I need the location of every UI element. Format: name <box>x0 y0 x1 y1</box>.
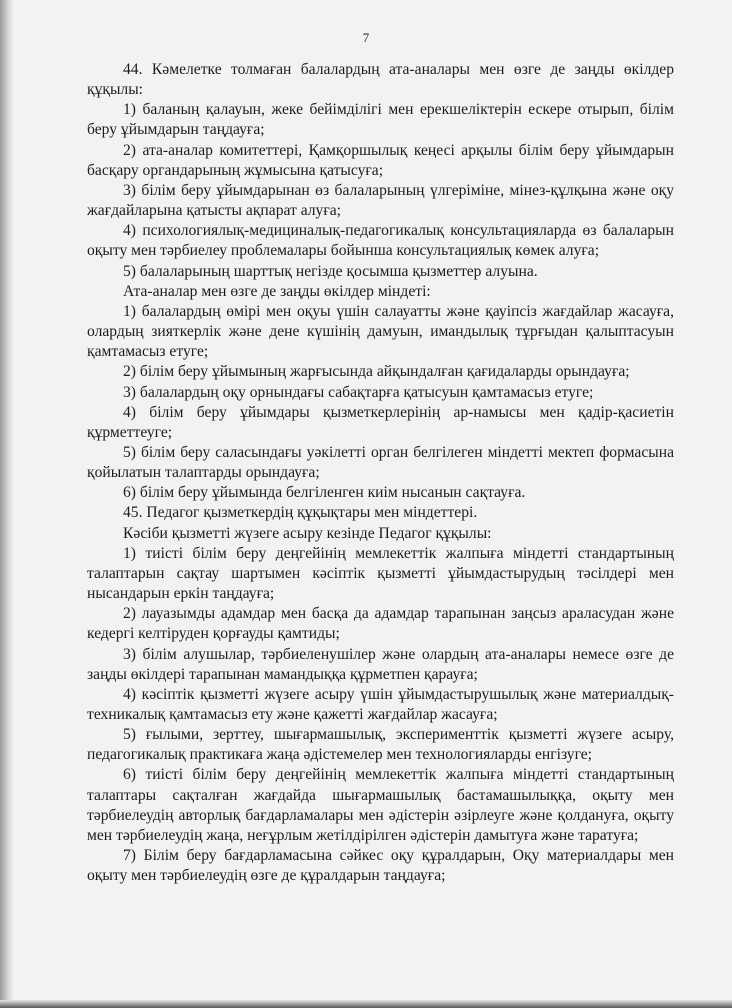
paragraph-44-item-3: 3) білім беру ұйымдарынан өз балаларының үлгеріміне, мінез-құлқына және оқу жағдайларына қатысты ақпарат алуға; <box>87 181 674 220</box>
paragraph-45-heading: 45. Педагог қызметкердің құқықтары мен міндеттері. <box>123 504 478 522</box>
scan-bottom-edge <box>0 1000 732 1008</box>
paragraph-44-item-4: 4) психологиялық-медициналық-педагогикалық консультацияларда өз балаларын оқыту мен тәрбиелеу проблемалары бойынша консультациялық көмек алуға; <box>87 222 674 260</box>
parents-duty-4: 4) білім беру ұйымдары қызметкерлерінің ар-намысы мен қадір-қасиетін құрметтеуге; <box>87 403 674 441</box>
teacher-right-4: 4) кәсіптік қызметті жүзеге асыру үшін ұйымдастырушылық және материалдық-техникалық қамтамасыз ету және қажетті жағдайлар жасауға; <box>87 685 674 723</box>
page-number: 7 <box>362 30 370 45</box>
parents-duty-5: 5) білім беру саласындағы уәкілетті орган белгілеген міндетті мектеп формасына қойылатын талаптарды орындауға; <box>87 443 674 482</box>
scan-left-edge-shadow <box>0 0 14 1008</box>
teacher-right-3: 3) білім алушылар, тәрбиеленушілер және олардың ата-аналары немесе өзге де заңды өкілдері тарапынан мамандыққа құрметпен қарауға; <box>87 645 674 683</box>
parents-duty-2: 2) білім беру ұйымының жарғысында айқындалған қағидаларды орындауға; <box>123 363 630 381</box>
parents-duty-3: 3) балалардың оқу орнындағы сабақтарға қатысуын қамтамасыз етуге; <box>123 383 594 401</box>
teacher-right-7: 7) Білім беру бағдарламасына сәйкес оқу құралдарын, Оқу материалдары мен оқыту мен тәрбиелеудің өзге де құралдарын таңдауға; <box>87 847 674 885</box>
parents-duty-1: 1) балалардың өмірі мен оқуы үшін салауатты және қауіпсіз жағдайлар жасауға, олардың зияткерлік және дене күшінің дамуын, имандылық тұрғыдан қалыптасуын қамтамасыз етуге; <box>87 302 674 361</box>
teacher-rights-heading: Кәсіби қызметті жүзеге асыру кезінде Педагог құқылы: <box>123 524 492 542</box>
paragraph-44-item-2: 2) ата-аналар комитеттері, Қамқоршылық кеңесі арқылы білім беру ұйымдарын басқару органдарының жұмысына қатысуға; <box>87 141 674 179</box>
paragraph-44-item-1: 1) баланың қалауын, жеке бейімділігі мен ерекшеліктерін ескере отырып, білім беру ұйымдарын таңдауға; <box>87 101 674 139</box>
document-body <box>87 60 674 886</box>
parents-duty-6: 6) білім беру ұйымында белгіленген киім нысанын сақтауға. <box>123 484 526 502</box>
paragraph-44-heading: 44. Кәмелетке толмаған балалардың ата-аналары мен өзге де заңды өкілдер құқылы: <box>87 61 674 99</box>
teacher-right-6: 6) тиісті білім беру деңгейінің мемлекеттік жалпыға міндетті стандартының талаптары сақталған жағдайда шығармашылық бастамашылыққа, оқыту мен тәрбиелеудің авторлық бағдарламалары мен әдістерін әзірлеуге және қолдануға, оқыту мен тәрбиелеудің жаңа, неғұрлым жетілдірілген әдістерін дамытуға және таратуға; <box>87 766 674 844</box>
teacher-right-2: 2) лауазымды адамдар мен басқа да адамдар тарапынан заңсыз араласудан және кедергі келтіруден қорғауды қамтиды; <box>87 605 674 643</box>
teacher-right-5: 5) ғылыми, зерттеу, шығармашылық, эксперименттік қызметті жүзеге асыру, педагогикалық практикаға жаңа әдістемелер мен технологияларды енгізуге; <box>87 726 674 764</box>
teacher-right-1: 1) тиісті білім беру деңгейінің мемлекеттік жалпыға міндетті стандартының талаптарын сақтау шартымен кәсіптік қызметті ұйымдастырудың тәсілдері мен нысандарын еркін таңдауға; <box>87 544 674 603</box>
parents-duties-heading: Ата-аналар мен өзге де заңды өкілдер міндеті: <box>123 282 431 300</box>
paragraph-44-item-5: 5) балаларының шарттық негізде қосымша қызметтер алуына. <box>123 262 538 280</box>
